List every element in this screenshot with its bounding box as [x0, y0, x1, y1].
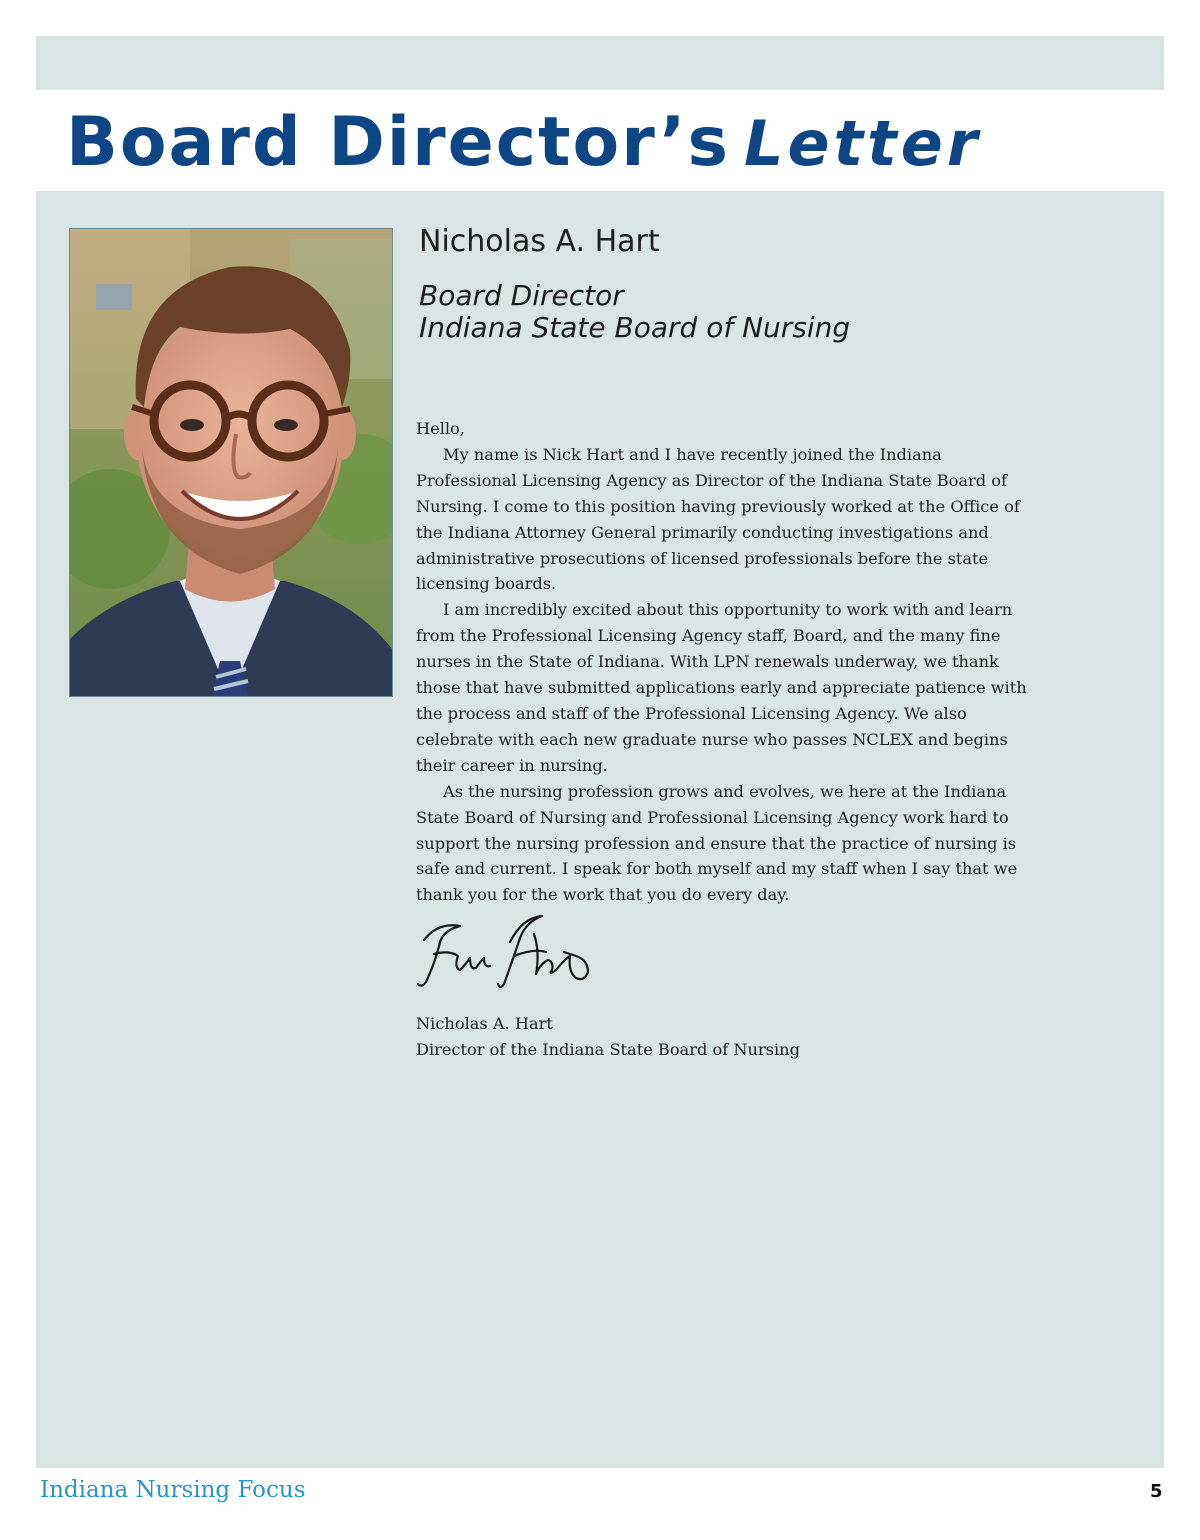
author-role	[419, 280, 850, 344]
letter-body	[416, 416, 1046, 908]
handwritten-signature-icon	[414, 912, 594, 994]
letter-closing	[416, 1011, 800, 1063]
author-role-title: Board Director	[419, 279, 624, 312]
portrait-photo	[69, 228, 393, 697]
page-title	[66, 98, 981, 188]
closing-name: Nicholas A. Hart	[416, 1014, 553, 1033]
letter-paragraph: As the nursing profession grows and evolves, we here at the Indiana State Board of Nursing and Professional Licensing Agency work hard to support the nursing profession and ensure that the practice of nursing is safe and current. I speak for both myself and my staff when I say that we thank you for the work that you do every day.	[416, 781, 1018, 905]
closing-title: Director of the Indiana State Board of Nursing	[416, 1040, 800, 1059]
signature-drawing	[414, 912, 594, 994]
letter-greeting: Hello,	[416, 419, 465, 438]
title-italic-part: Letter	[743, 107, 982, 180]
author-role-organization: Indiana State Board of Nursing	[419, 311, 851, 344]
top-band	[36, 36, 1164, 90]
publication-title: Indiana Nursing Focus	[40, 1477, 306, 1503]
portrait-illustration	[70, 229, 392, 696]
letter-paragraph: My name is Nick Hart and I have recently joined the Indiana Professional Licensing Agency as Director of the Indiana State Board of Nursing. I come to this position having previously worked at the Office of the Indiana Attorney General primarily conducting investigations and administrative prosecutions of licensed professionals before the state licensing boards.	[416, 444, 1020, 594]
title-bold-part: Board Director’s	[66, 103, 730, 182]
author-name: Nicholas A. Hart	[419, 224, 660, 259]
page-number: 5	[1150, 1481, 1163, 1502]
letter-paragraph: I am incredibly excited about this opportunity to work with and learn from the Professional Licensing Agency staff, Board, and the many fine nurses in the State of Indiana. With LPN renewals underway, we thank those that have submitted applications early and appreciate patience with the process and staff of the Professional Licensing Agency. We also celebrate with each new graduate nurse who passes NCLEX and begins their career in nursing.	[416, 600, 1027, 775]
